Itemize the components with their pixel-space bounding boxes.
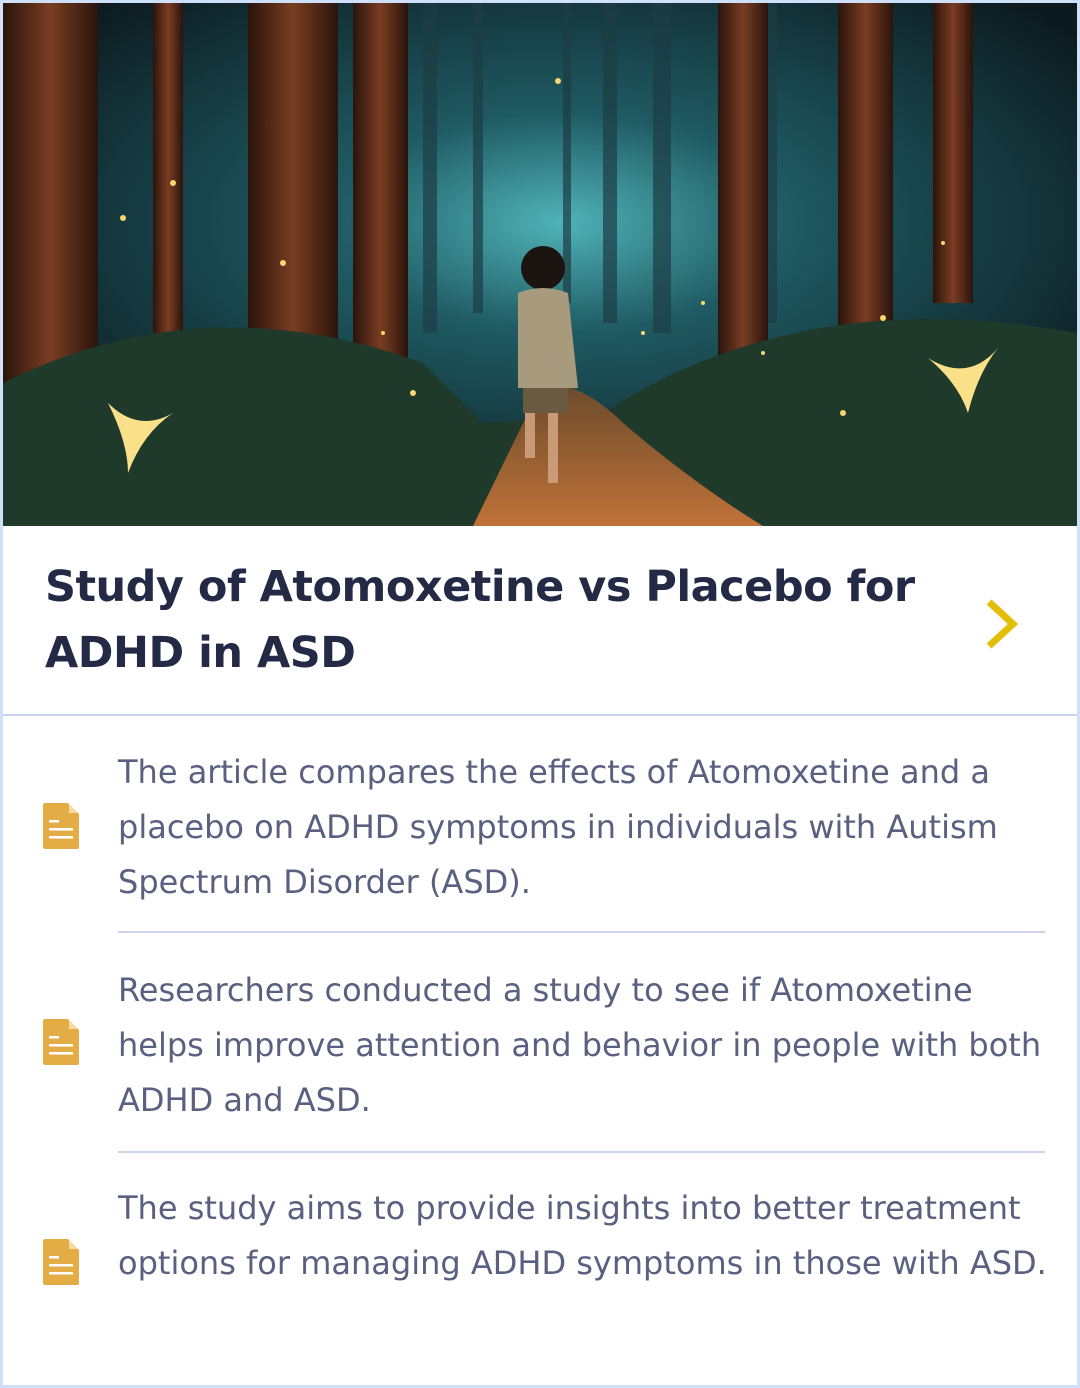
card-header[interactable] [3,526,1077,716]
hero-image-forest-child-fireflies [3,3,1077,526]
divider [118,1151,1045,1153]
summary-text: Researchers conducted a study to see if Atomoxetine helps improve attention and behavior in people with both ADHD and ASD. [118,971,1042,1119]
document-icon [41,1237,81,1287]
summary-text: The article compares the effects of Atomoxetine and a placebo on ADHD symptoms in individuals with Autism Spectrum Disorder (ASD). [118,753,998,901]
divider [118,931,1045,933]
card-title: Study of Atomoxetine vs Placebo for ADHD in ASD [45,562,915,678]
document-icon [41,1017,81,1067]
chevron-right-icon[interactable] [981,594,1021,654]
summary-text: The study aims to provide insights into better treatment options for managing ADHD symptoms in those with ASD. [118,1189,1047,1282]
document-icon [41,801,81,851]
